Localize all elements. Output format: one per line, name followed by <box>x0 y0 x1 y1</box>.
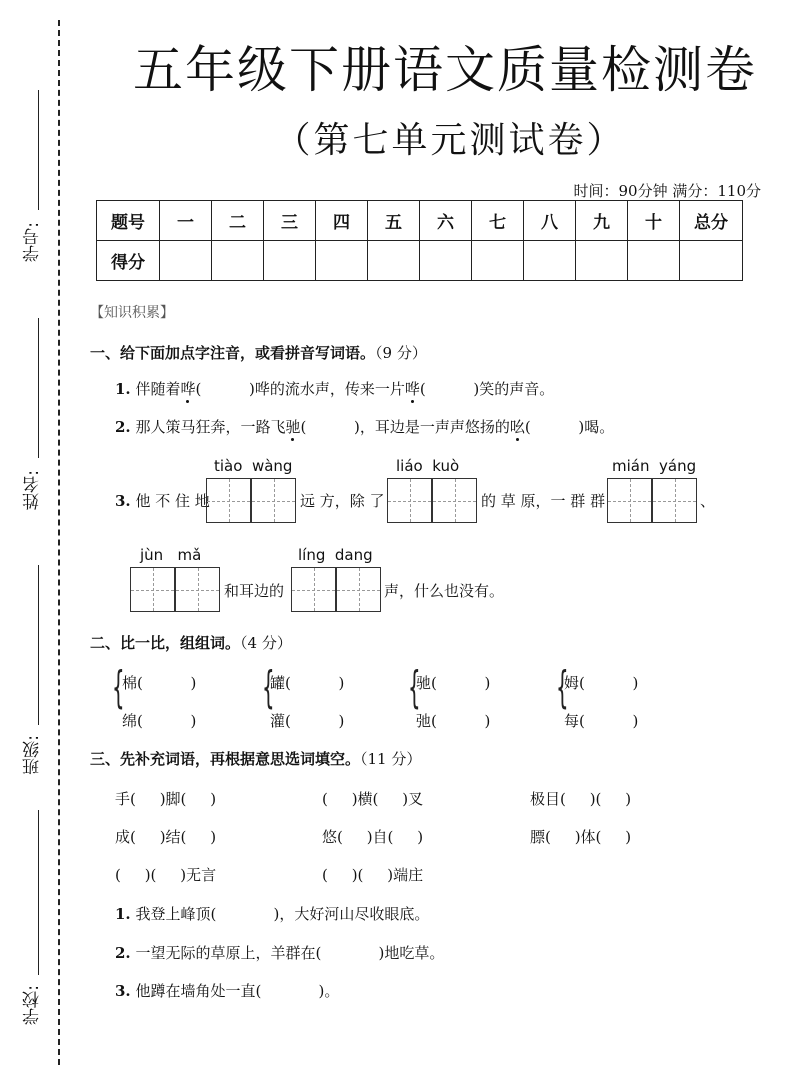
tianzige-box[interactable] <box>607 478 652 523</box>
score-table <box>96 200 743 281</box>
pinyin-label: tiào wàng <box>214 457 293 475</box>
score-header-cell: 三 <box>264 201 316 241</box>
q1-item3-line2-b: 声，什么也没有。 <box>384 582 505 600</box>
pinyin-label: jùn mǎ <box>140 546 202 564</box>
q1-item1-text-c: ( )笑的声音。 <box>419 380 555 398</box>
item-number: 2. <box>115 944 131 962</box>
class-field[interactable] <box>38 565 39 725</box>
q1-item2-text-c: ( )喝。 <box>524 418 615 436</box>
q1-item3-text-a: 他 不 住 地 <box>135 492 210 510</box>
score-header-cell: 六 <box>420 201 472 241</box>
q2-points: （4 分） <box>240 634 292 652</box>
score-header-cell: 一 <box>160 201 212 241</box>
score-cell[interactable] <box>680 241 743 281</box>
student-no-label: 学号: <box>23 222 43 262</box>
score-header-cell: 九 <box>576 201 628 241</box>
student-no-field[interactable] <box>38 90 39 210</box>
q3-points: （11 分） <box>360 750 422 768</box>
q2-word: 棉( ) <box>122 674 197 692</box>
q3-word: 手( )脚( ) <box>115 790 217 808</box>
q3-word: 成( )结( ) <box>115 828 217 846</box>
q3-word: 悠( )自( ) <box>322 828 424 846</box>
score-header-cell: 四 <box>316 201 368 241</box>
score-cell[interactable] <box>576 241 628 281</box>
q1-item2-text-a: 那人策马狂奔，一路飞 <box>135 418 286 436</box>
q3-sentence-text: 他蹲在墙角处一直( )。 <box>135 982 340 1000</box>
q1-item2-text-b: ( )，耳边是一声声悠扬的 <box>300 418 510 436</box>
q1-item3-text-c: 的 草 原，一 群 群 <box>481 492 606 510</box>
tianzige-box[interactable] <box>432 478 477 523</box>
pinyin-label: liáo kuò <box>396 457 460 475</box>
q1-item3-start <box>115 490 210 511</box>
q2-word: 罐( ) <box>270 674 345 692</box>
score-cell[interactable] <box>264 241 316 281</box>
q3-heading <box>90 748 421 769</box>
dotted-char: 吆 <box>509 418 525 436</box>
school-field[interactable] <box>38 810 39 975</box>
q1-item2 <box>115 416 614 437</box>
q1-item1 <box>115 378 554 399</box>
score-header-cell: 十 <box>628 201 680 241</box>
q2-word: 灌( ) <box>270 712 345 730</box>
score-cell[interactable] <box>628 241 680 281</box>
q2-word: 姆( ) <box>564 674 639 692</box>
score-cell[interactable] <box>472 241 524 281</box>
pinyin-label: mián yáng <box>612 457 697 475</box>
brace-icon: { <box>262 662 275 713</box>
score-header-cell: 题号 <box>97 201 160 241</box>
q1-item3-text-d: 、 <box>700 492 716 510</box>
score-header-cell: 五 <box>368 201 420 241</box>
tianzige-box[interactable] <box>652 478 697 523</box>
brace-icon: { <box>408 662 421 713</box>
knowledge-tag: 【知识积累】 <box>90 305 174 321</box>
q3-word: ( )横( )叉 <box>322 790 424 808</box>
q2-heading-text: 二、比一比，组组词。 <box>90 634 241 652</box>
q3-word: ( )( )端庄 <box>322 866 424 884</box>
tianzige-box[interactable] <box>206 478 251 523</box>
binding-dashed-line <box>58 20 60 1065</box>
score-cell[interactable] <box>420 241 472 281</box>
q1-item3-text-b: 远 方，除 了 <box>300 492 385 510</box>
q1-heading <box>90 342 427 363</box>
tianzige-box[interactable] <box>251 478 296 523</box>
score-header-cell: 七 <box>472 201 524 241</box>
q2-word: 弛( ) <box>416 712 491 730</box>
q2-word: 驰( ) <box>416 674 491 692</box>
q1-item1-text-a: 伴随着 <box>135 380 181 398</box>
item-number: 1. <box>115 905 131 923</box>
score-header-cell: 八 <box>524 201 576 241</box>
school-label: 学校: <box>23 985 43 1025</box>
page-title: 五年级下册语文质量检测卷 <box>133 41 757 99</box>
score-cell[interactable] <box>316 241 368 281</box>
q3-word: 膘( )体( ) <box>530 828 632 846</box>
q3-word: ( )( )无言 <box>115 866 217 884</box>
item-number: 2. <box>115 418 131 436</box>
score-row-label: 得分 <box>97 241 160 281</box>
score-input-row <box>97 241 743 281</box>
dotted-char: 哗 <box>180 380 196 398</box>
score-header-cell: 二 <box>212 201 264 241</box>
item-number: 1. <box>115 380 131 398</box>
tianzige-box[interactable] <box>336 567 381 612</box>
q3-sentence-text: 我登上峰顶( )，大好河山尽收眼底。 <box>135 905 430 923</box>
q3-sentence-text: 一望无际的草原上，羊群在( )地吃草。 <box>135 944 445 962</box>
item-number: 3. <box>115 492 131 510</box>
q1-item1-text-b: ( )哗的流水声，传来一片 <box>195 380 405 398</box>
q1-points: （9 分） <box>375 344 427 362</box>
q3-word: 极目( )( ) <box>530 790 632 808</box>
tianzige-box[interactable] <box>387 478 432 523</box>
score-header-cell: 总分 <box>680 201 743 241</box>
brace-icon: { <box>556 662 569 713</box>
q1-heading-text: 一、给下面加点字注音，或看拼音写词语。 <box>90 344 376 362</box>
q2-heading <box>90 632 292 653</box>
page-subtitle: （第七单元测试卷） <box>274 120 626 161</box>
score-header-row <box>97 201 743 241</box>
q2-word: 每( ) <box>564 712 639 730</box>
dotted-char: 驰 <box>285 418 301 436</box>
class-label: 班级: <box>23 735 43 775</box>
q1-item3-line2-a: 和耳边的 <box>224 582 285 600</box>
pinyin-label: líng dang <box>298 546 373 564</box>
score-cell[interactable] <box>212 241 264 281</box>
score-cell[interactable] <box>524 241 576 281</box>
name-label: 姓名: <box>23 470 43 510</box>
name-field[interactable] <box>38 318 39 458</box>
tianzige-box[interactable] <box>291 567 336 612</box>
q3-heading-text: 三、先补充词语，再根据意思选词填空。 <box>90 750 361 768</box>
q3-sentence-3 <box>115 980 339 1001</box>
time-info: 时间：90分钟 满分：110分 <box>573 182 761 200</box>
score-cell[interactable] <box>368 241 420 281</box>
tianzige-box[interactable] <box>130 567 175 612</box>
score-cell[interactable] <box>160 241 212 281</box>
q3-sentence-2 <box>115 942 444 963</box>
q2-word: 绵( ) <box>122 712 197 730</box>
item-number: 3. <box>115 982 131 1000</box>
q3-sentence-1 <box>115 903 429 924</box>
brace-icon: { <box>112 662 125 713</box>
dotted-char: 哗 <box>404 380 420 398</box>
tianzige-box[interactable] <box>175 567 220 612</box>
